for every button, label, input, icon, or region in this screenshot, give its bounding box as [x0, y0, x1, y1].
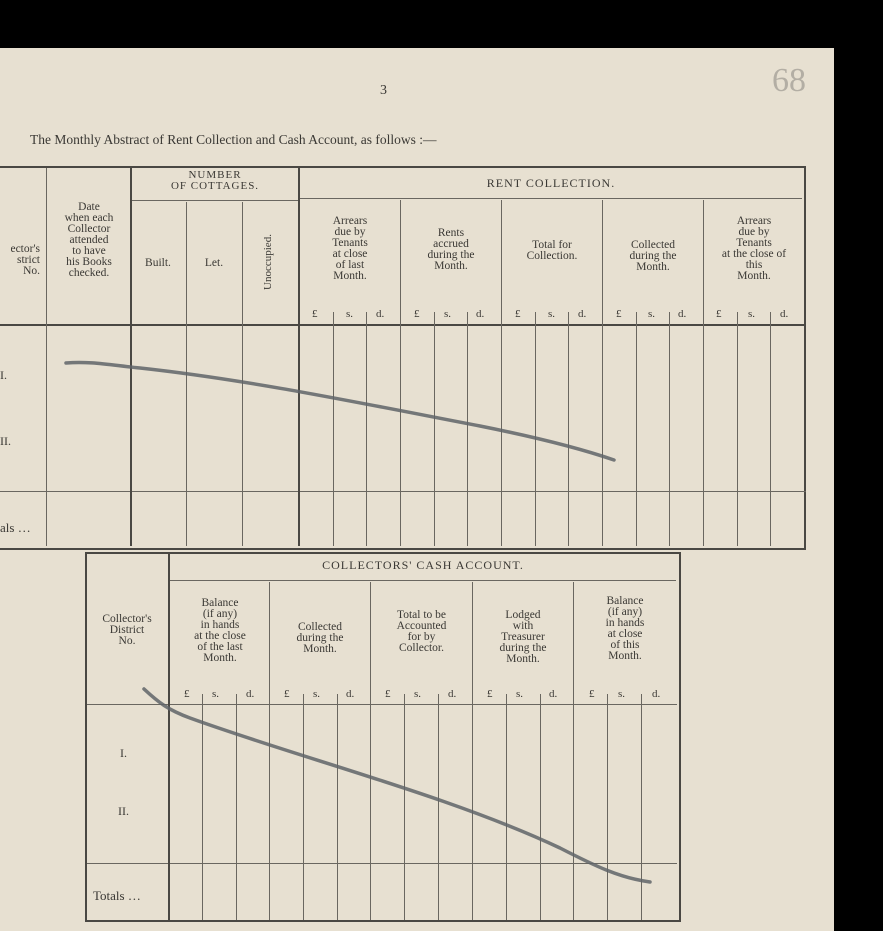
- document-page: [0, 48, 834, 931]
- rent-col-rents-accrued: Rents accrued during the Month.: [427, 227, 475, 272]
- unit-pence: d.: [246, 688, 255, 700]
- cash-col-balance-start: Balance (if any) in hands at the close of the last Month.: [194, 597, 246, 664]
- unit-pound: £: [589, 688, 595, 700]
- rent-col-collected: Collected during the Month.: [629, 239, 677, 273]
- cottages-group-header: NUMBER OF COTTAGES.: [170, 169, 260, 192]
- rent-row-label: I.: [0, 368, 7, 382]
- rent-col-collector-district: ector's strict No.: [10, 243, 40, 277]
- cash-col-balance-end: Balance (if any) in hands at close of this Month.: [605, 595, 645, 662]
- unit-pence: d.: [346, 688, 355, 700]
- cash-col-lodged: Lodged with Treasurer during the Month.: [499, 609, 547, 665]
- unit-pence: d.: [549, 688, 558, 700]
- unit-pence: d.: [448, 688, 457, 700]
- unit-pound: £: [312, 308, 318, 320]
- unit-shilling: s.: [313, 688, 321, 700]
- unit-shilling: s.: [444, 308, 452, 320]
- unit-shilling: s.: [618, 688, 626, 700]
- unit-shilling: s.: [516, 688, 524, 700]
- rent-collection-group-header: RENT COLLECTION.: [486, 176, 616, 190]
- rent-totals-label: als …: [0, 520, 31, 535]
- page-number: 3: [380, 83, 387, 98]
- rent-col-total-collection: Total for Collection.: [526, 239, 578, 262]
- rent-col-built: Built.: [145, 257, 171, 269]
- unit-pound: £: [284, 688, 290, 700]
- cash-account-title: COLLECTORS' CASH ACCOUNT.: [322, 558, 524, 572]
- unit-shilling: s.: [212, 688, 220, 700]
- unit-pence: d.: [652, 688, 661, 700]
- unit-pound: £: [515, 308, 521, 320]
- rent-row-label: II.: [0, 434, 11, 448]
- unit-pound: £: [184, 688, 190, 700]
- rent-col-let: Let.: [204, 257, 224, 269]
- unit-shilling: s.: [648, 308, 656, 320]
- folio-number: 68: [772, 62, 806, 99]
- rent-col-unoccupied: Unoccupied.: [262, 234, 274, 290]
- rent-col-arrears-start: Arrears due by Tenants at close of last Month.: [332, 215, 368, 282]
- intro-line: The Monthly Abstract of Rent Collection and Cash Account, as follows :—: [30, 132, 437, 147]
- unit-shilling: s.: [414, 688, 422, 700]
- unit-pence: d.: [476, 308, 485, 320]
- unit-pence: d.: [578, 308, 587, 320]
- rent-col-date: Date when each Collector attended to have his Books checked.: [64, 201, 114, 279]
- unit-pence: d.: [678, 308, 687, 320]
- unit-pence: d.: [376, 308, 385, 320]
- unit-pound: £: [487, 688, 493, 700]
- rent-col-arrears-end: Arrears due by Tenants at the close of this Month.: [721, 215, 787, 282]
- cash-col-total-accounted: Total to be Accounted for by Collector.: [396, 609, 447, 654]
- cash-row-label: II.: [118, 804, 129, 818]
- unit-pound: £: [385, 688, 391, 700]
- unit-pound: £: [716, 308, 722, 320]
- unit-pence: d.: [780, 308, 789, 320]
- unit-shilling: s.: [548, 308, 556, 320]
- cash-row-label: I.: [120, 746, 127, 760]
- cash-totals-label: Totals …: [93, 888, 141, 903]
- cash-col-collector-district: Collector's District No.: [102, 613, 152, 647]
- unit-pound: £: [616, 308, 622, 320]
- unit-shilling: s.: [748, 308, 756, 320]
- unit-pound: £: [414, 308, 420, 320]
- unit-shilling: s.: [346, 308, 354, 320]
- cash-col-collected: Collected during the Month.: [296, 621, 344, 655]
